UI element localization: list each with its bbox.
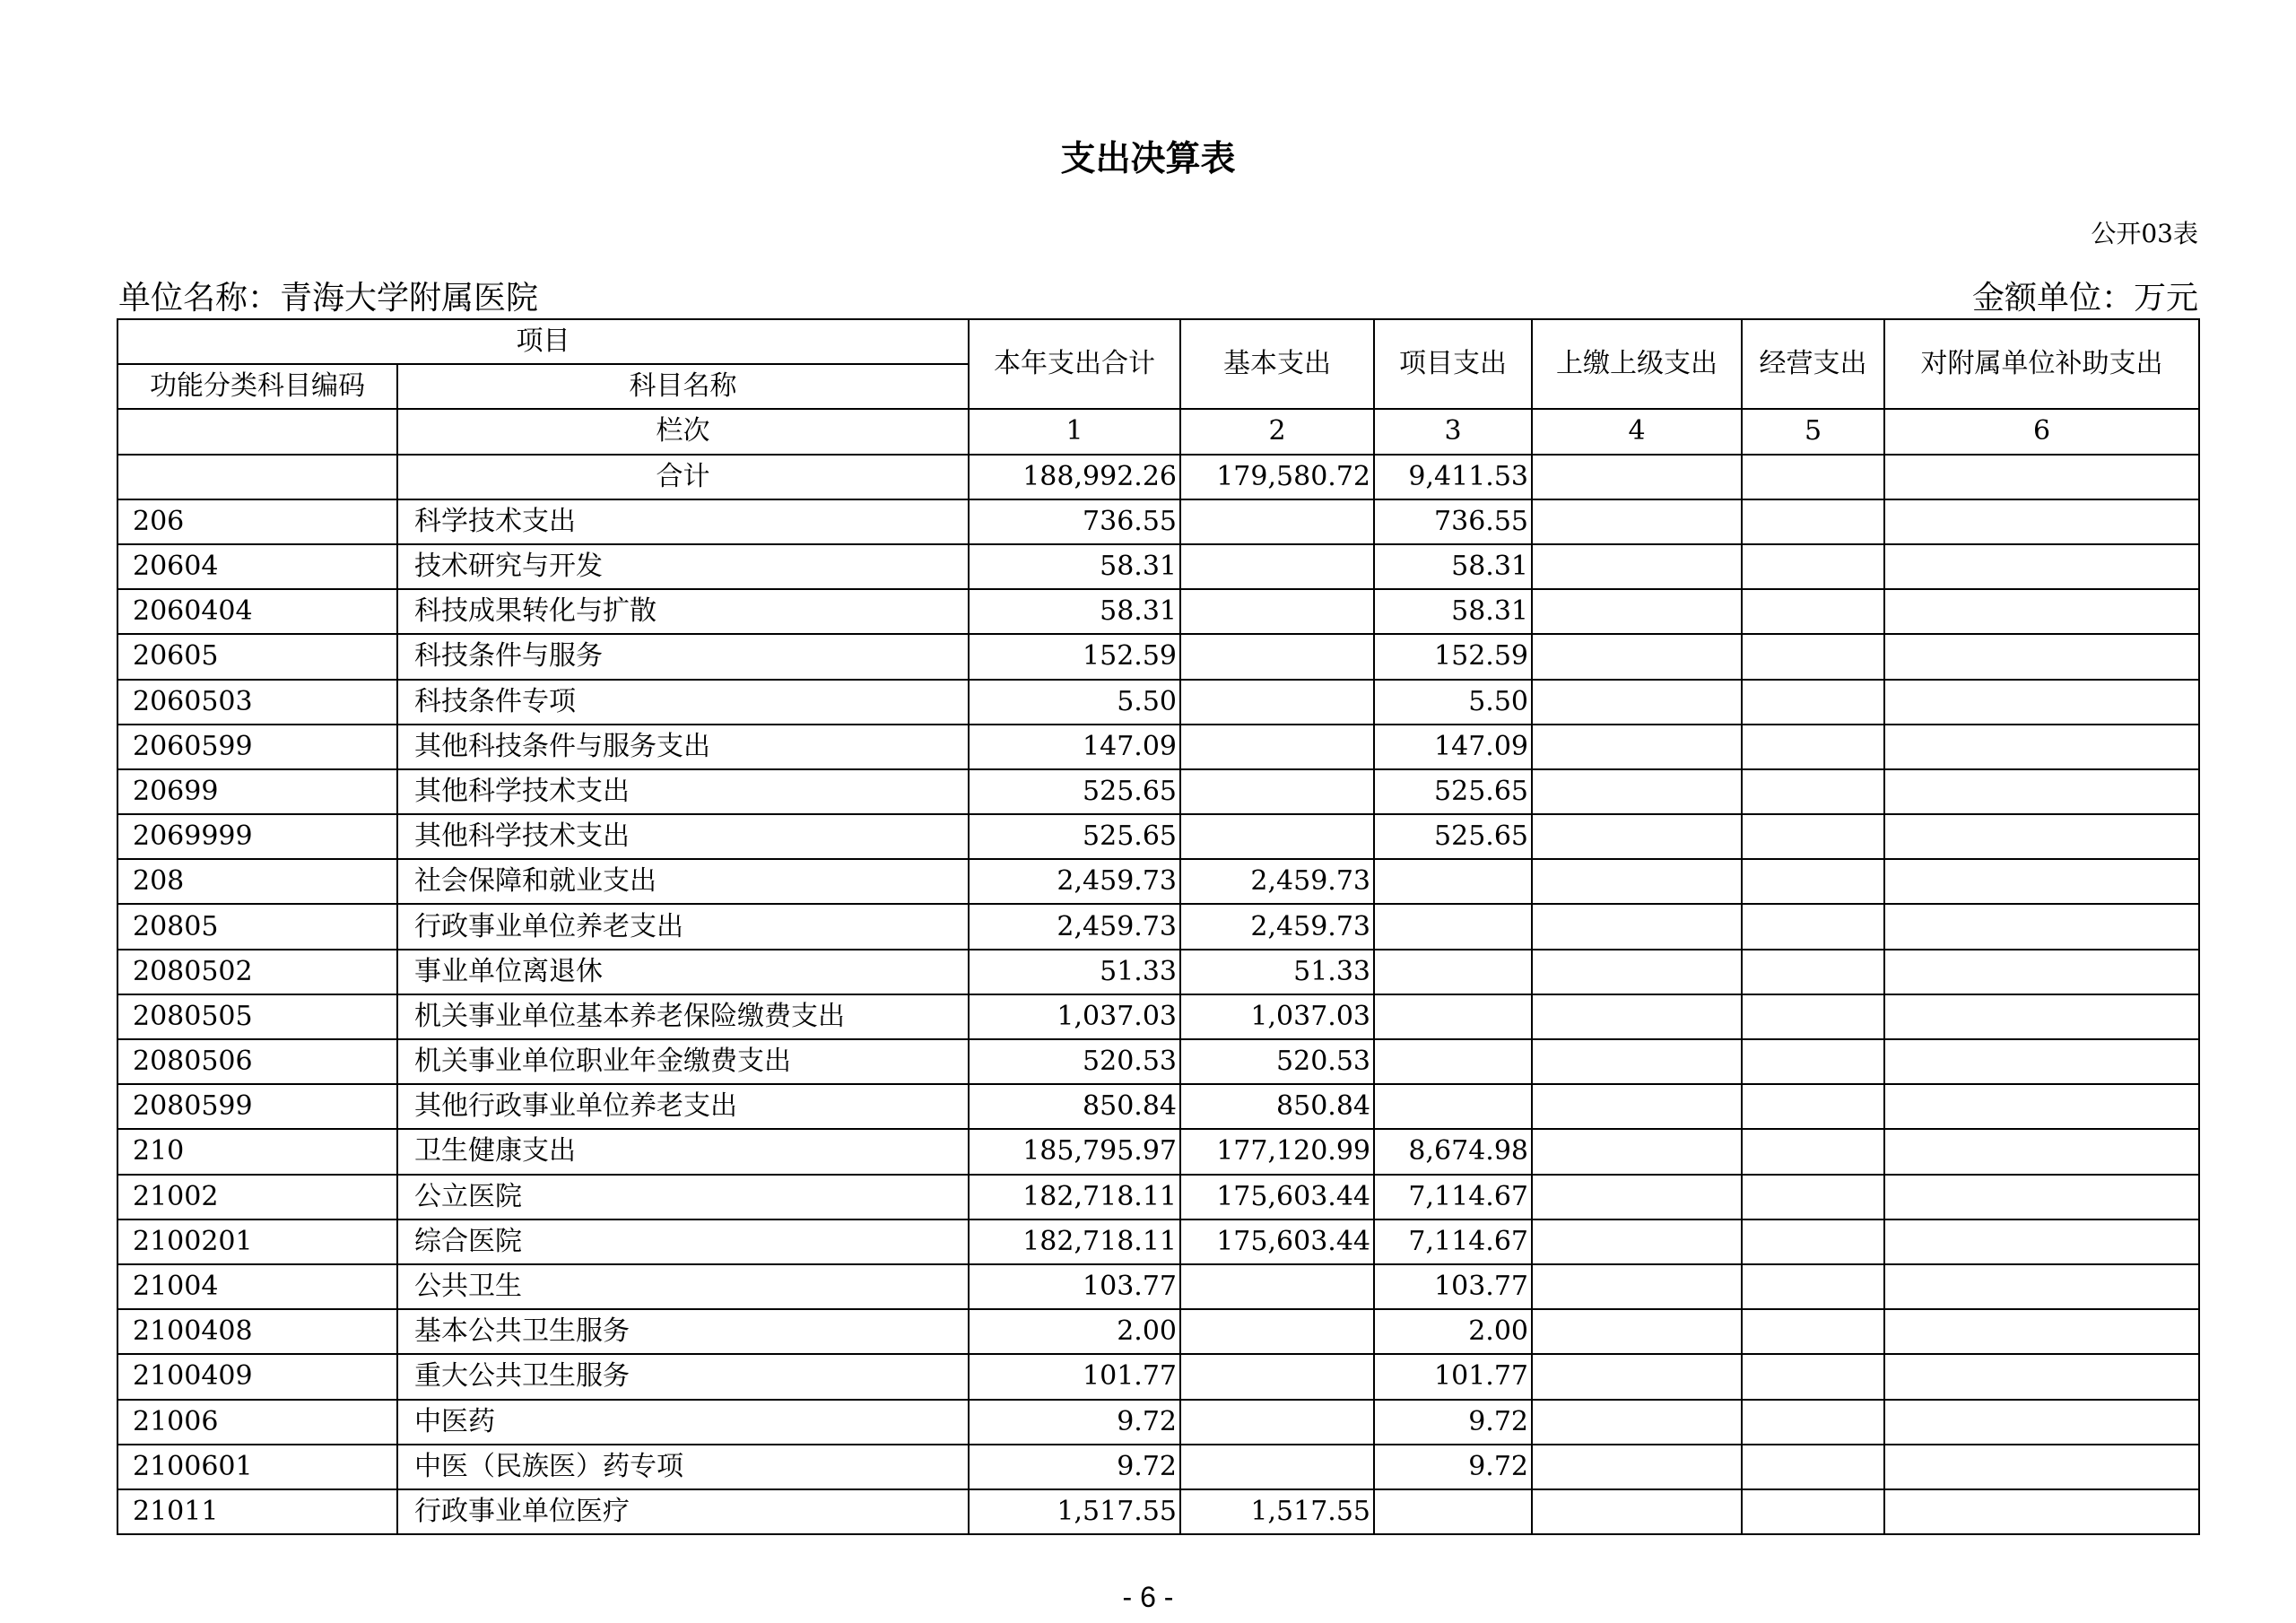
table-row: [117, 589, 2199, 634]
table-row: [117, 1219, 2199, 1264]
subject-name: 重大公共卫生服务: [397, 1354, 969, 1399]
basic-expenditure-value: 2,459.73: [1180, 904, 1374, 949]
total-expenditure-value: 58.31: [969, 589, 1180, 634]
unit-name-line: [118, 280, 538, 317]
operating-expenditure-value: [1742, 1219, 1884, 1264]
table-row: [117, 1129, 2199, 1174]
amount-unit: 万元: [2133, 280, 2198, 317]
remit-to-superior-value: [1532, 634, 1742, 679]
total-expenditure-value: 1,517.55: [969, 1489, 1180, 1534]
empty-cell: [117, 455, 397, 499]
project-expenditure-value: 525.65: [1374, 769, 1532, 814]
table-row: [117, 544, 2199, 589]
basic-expenditure-value: 1,037.03: [1180, 994, 1374, 1039]
remit-to-superior-value: [1532, 1129, 1742, 1174]
basic-expenditure-value: [1180, 725, 1374, 769]
operating-expenditure-value: [1742, 1400, 1884, 1445]
subsidy-to-affiliates-value: [1884, 455, 2199, 499]
subject-code: 21004: [117, 1264, 397, 1309]
table-row: [117, 499, 2199, 544]
remit-to-superior-value: [1532, 499, 1742, 544]
expenditure-table: [117, 318, 2200, 1535]
basic-expenditure-value: [1180, 589, 1374, 634]
header-item: 项目: [117, 319, 969, 364]
header-row: [117, 319, 2199, 364]
project-expenditure-value: [1374, 859, 1532, 904]
subsidy-to-affiliates-value: [1884, 1039, 2199, 1084]
subsidy-to-affiliates-value: [1884, 1309, 2199, 1354]
project-expenditure-value: [1374, 994, 1532, 1039]
project-expenditure-value: 7,114.67: [1374, 1219, 1532, 1264]
total-expenditure-value: 51.33: [969, 950, 1180, 994]
remit-to-superior-value: [1532, 680, 1742, 725]
remit-to-superior-value: [1532, 1400, 1742, 1445]
table-row: [117, 1175, 2199, 1219]
basic-expenditure-value: [1180, 814, 1374, 859]
header-project-expenditure: 项目支出: [1374, 319, 1532, 409]
basic-expenditure-value: 51.33: [1180, 950, 1374, 994]
unit-name: 青海大学附属医院: [280, 280, 539, 317]
operating-expenditure-value: [1742, 1039, 1884, 1084]
basic-expenditure-value: 175,603.44: [1180, 1219, 1374, 1264]
remit-to-superior-value: [1532, 859, 1742, 904]
operating-expenditure-value: [1742, 544, 1884, 589]
basic-expenditure-value: [1180, 1264, 1374, 1309]
total-label: 合计: [397, 455, 969, 499]
subsidy-to-affiliates-value: [1884, 1175, 2199, 1219]
column-number: 4: [1532, 409, 1742, 454]
subsidy-to-affiliates-value: [1884, 1354, 2199, 1399]
project-expenditure-value: 525.65: [1374, 814, 1532, 859]
subsidy-to-affiliates-value: [1884, 1219, 2199, 1264]
subject-code: 206: [117, 499, 397, 544]
project-expenditure-value: 58.31: [1374, 589, 1532, 634]
project-expenditure-value: 8,674.98: [1374, 1129, 1532, 1174]
subsidy-to-affiliates-value: [1884, 1084, 2199, 1129]
operating-expenditure-value: [1742, 814, 1884, 859]
operating-expenditure-value: [1742, 1264, 1884, 1309]
subject-code: 2069999: [117, 814, 397, 859]
subject-name: 技术研究与开发: [397, 544, 969, 589]
subsidy-to-affiliates-value: [1884, 769, 2199, 814]
column-number: 2: [1180, 409, 1374, 454]
basic-expenditure-value: [1180, 1354, 1374, 1399]
basic-expenditure-value: 177,120.99: [1180, 1129, 1374, 1174]
subject-code: 2080505: [117, 994, 397, 1039]
subject-name: 公共卫生: [397, 1264, 969, 1309]
table-row: [117, 994, 2199, 1039]
total-expenditure-value: 2,459.73: [969, 904, 1180, 949]
subject-code: 2060503: [117, 680, 397, 725]
project-expenditure-value: 2.00: [1374, 1309, 1532, 1354]
basic-expenditure-value: [1180, 634, 1374, 679]
subject-code: 2100601: [117, 1445, 397, 1489]
remit-to-superior-value: [1532, 1084, 1742, 1129]
remit-to-superior-value: [1532, 950, 1742, 994]
column-number: 3: [1374, 409, 1532, 454]
subject-code: 2080506: [117, 1039, 397, 1084]
amount-unit-line: [1972, 280, 2198, 317]
subject-name: 卫生健康支出: [397, 1129, 969, 1174]
subsidy-to-affiliates-value: [1884, 1264, 2199, 1309]
subject-name: 基本公共卫生服务: [397, 1309, 969, 1354]
subsidy-to-affiliates-value: [1884, 634, 2199, 679]
header-subsidy-to-affiliates: 对附属单位补助支出: [1884, 319, 2199, 409]
remit-to-superior-value: [1532, 994, 1742, 1039]
project-expenditure-value: 736.55: [1374, 499, 1532, 544]
subsidy-to-affiliates-value: [1884, 1445, 2199, 1489]
operating-expenditure-value: [1742, 680, 1884, 725]
subsidy-to-affiliates-value: [1884, 994, 2199, 1039]
total-expenditure-value: 188,992.26: [969, 455, 1180, 499]
subsidy-to-affiliates-value: [1884, 1129, 2199, 1174]
total-expenditure-value: 182,718.11: [969, 1219, 1180, 1264]
total-expenditure-value: 101.77: [969, 1354, 1180, 1399]
subject-code: 21002: [117, 1175, 397, 1219]
subject-code: 20805: [117, 904, 397, 949]
basic-expenditure-value: 175,603.44: [1180, 1175, 1374, 1219]
header-total-expenditure: 本年支出合计: [969, 319, 1180, 409]
project-expenditure-value: 9,411.53: [1374, 455, 1532, 499]
remit-to-superior-value: [1532, 725, 1742, 769]
operating-expenditure-value: [1742, 499, 1884, 544]
subject-code: 208: [117, 859, 397, 904]
project-expenditure-value: [1374, 950, 1532, 994]
subject-name: 其他行政事业单位养老支出: [397, 1084, 969, 1129]
remit-to-superior-value: [1532, 1219, 1742, 1264]
subject-name: 其他科学技术支出: [397, 814, 969, 859]
table-row: [117, 859, 2199, 904]
project-expenditure-value: [1374, 904, 1532, 949]
subject-code: 2060404: [117, 589, 397, 634]
table-row: [117, 1264, 2199, 1309]
header-operating-expenditure: 经营支出: [1742, 319, 1884, 409]
table-row: [117, 725, 2199, 769]
subject-name: 其他科技条件与服务支出: [397, 725, 969, 769]
table-row: [117, 950, 2199, 994]
subject-name: 公立医院: [397, 1175, 969, 1219]
remit-to-superior-value: [1532, 544, 1742, 589]
subject-name: 科技条件与服务: [397, 634, 969, 679]
remit-to-superior-value: [1532, 1175, 1742, 1219]
project-expenditure-value: [1374, 1489, 1532, 1534]
unit-name-label: 单位名称：: [118, 280, 281, 317]
total-expenditure-value: 520.53: [969, 1039, 1180, 1084]
operating-expenditure-value: [1742, 455, 1884, 499]
operating-expenditure-value: [1742, 1445, 1884, 1489]
subject-name: 行政事业单位养老支出: [397, 904, 969, 949]
project-expenditure-value: 7,114.67: [1374, 1175, 1532, 1219]
project-expenditure-value: [1374, 1039, 1532, 1084]
total-expenditure-value: 1,037.03: [969, 994, 1180, 1039]
table-row: [117, 1084, 2199, 1129]
page-number: - 6 -: [1122, 1581, 1174, 1613]
table-row: [117, 1400, 2199, 1445]
operating-expenditure-value: [1742, 1129, 1884, 1174]
total-expenditure-value: 736.55: [969, 499, 1180, 544]
total-expenditure-value: 850.84: [969, 1084, 1180, 1129]
total-expenditure-value: 182,718.11: [969, 1175, 1180, 1219]
remit-to-superior-value: [1532, 1309, 1742, 1354]
operating-expenditure-value: [1742, 950, 1884, 994]
subject-name: 科学技术支出: [397, 499, 969, 544]
subject-code: 2080502: [117, 950, 397, 994]
basic-expenditure-value: 850.84: [1180, 1084, 1374, 1129]
table-row: [117, 680, 2199, 725]
remit-to-superior-value: [1532, 1489, 1742, 1534]
subject-code: 21011: [117, 1489, 397, 1534]
operating-expenditure-value: [1742, 1084, 1884, 1129]
table-row: [117, 1309, 2199, 1354]
subject-code: 20604: [117, 544, 397, 589]
total-expenditure-value: 152.59: [969, 634, 1180, 679]
column-number: 1: [969, 409, 1180, 454]
subject-code: 2080599: [117, 1084, 397, 1129]
column-number: 6: [1884, 409, 2199, 454]
subsidy-to-affiliates-value: [1884, 814, 2199, 859]
subject-code: 2100201: [117, 1219, 397, 1264]
total-expenditure-value: 185,795.97: [969, 1129, 1180, 1174]
basic-expenditure-value: [1180, 544, 1374, 589]
subject-name: 机关事业单位职业年金缴费支出: [397, 1039, 969, 1084]
subject-code: 21006: [117, 1400, 397, 1445]
table-row: [117, 904, 2199, 949]
basic-expenditure-value: 520.53: [1180, 1039, 1374, 1084]
remit-to-superior-value: [1532, 1039, 1742, 1084]
total-expenditure-value: 9.72: [969, 1400, 1180, 1445]
project-expenditure-value: [1374, 1084, 1532, 1129]
table-row: [117, 634, 2199, 679]
remit-to-superior-value: [1532, 904, 1742, 949]
basic-expenditure-value: [1180, 1400, 1374, 1445]
operating-expenditure-value: [1742, 769, 1884, 814]
operating-expenditure-value: [1742, 1309, 1884, 1354]
subject-code: 20605: [117, 634, 397, 679]
column-index-row: [117, 409, 2199, 454]
basic-expenditure-value: [1180, 680, 1374, 725]
subject-name: 社会保障和就业支出: [397, 859, 969, 904]
subject-name: 综合医院: [397, 1219, 969, 1264]
total-expenditure-value: 2,459.73: [969, 859, 1180, 904]
remit-to-superior-value: [1532, 814, 1742, 859]
project-expenditure-value: 58.31: [1374, 544, 1532, 589]
table-row: [117, 1489, 2199, 1534]
subsidy-to-affiliates-value: [1884, 1489, 2199, 1534]
table-row: [117, 769, 2199, 814]
remit-to-superior-value: [1532, 589, 1742, 634]
page-title: 支出决算表: [1060, 139, 1236, 179]
total-expenditure-value: 103.77: [969, 1264, 1180, 1309]
subsidy-to-affiliates-value: [1884, 589, 2199, 634]
basic-expenditure-value: 2,459.73: [1180, 859, 1374, 904]
subsidy-to-affiliates-value: [1884, 904, 2199, 949]
subject-code: 2100408: [117, 1309, 397, 1354]
project-expenditure-value: 152.59: [1374, 634, 1532, 679]
operating-expenditure-value: [1742, 725, 1884, 769]
project-expenditure-value: 101.77: [1374, 1354, 1532, 1399]
basic-expenditure-value: [1180, 1309, 1374, 1354]
table-body: [117, 455, 2199, 1535]
basic-expenditure-value: 179,580.72: [1180, 455, 1374, 499]
subject-name: 中医（民族医）药专项: [397, 1445, 969, 1489]
subject-code: 2100409: [117, 1354, 397, 1399]
total-expenditure-value: 2.00: [969, 1309, 1180, 1354]
project-expenditure-value: 147.09: [1374, 725, 1532, 769]
operating-expenditure-value: [1742, 589, 1884, 634]
table-header: [117, 319, 2199, 455]
subject-code: 20699: [117, 769, 397, 814]
remit-to-superior-value: [1532, 1264, 1742, 1309]
total-expenditure-value: 525.65: [969, 814, 1180, 859]
operating-expenditure-value: [1742, 859, 1884, 904]
operating-expenditure-value: [1742, 1354, 1884, 1399]
basic-expenditure-value: [1180, 769, 1374, 814]
form-number: 公开03表: [2091, 219, 2198, 248]
remit-to-superior-value: [1532, 1354, 1742, 1399]
subsidy-to-affiliates-value: [1884, 680, 2199, 725]
subsidy-to-affiliates-value: [1884, 499, 2199, 544]
basic-expenditure-value: [1180, 499, 1374, 544]
header-remit-to-superior: 上缴上级支出: [1532, 319, 1742, 409]
subsidy-to-affiliates-value: [1884, 859, 2199, 904]
basic-expenditure-value: 1,517.55: [1180, 1489, 1374, 1534]
subsidy-to-affiliates-value: [1884, 950, 2199, 994]
total-row: [117, 455, 2199, 499]
subject-code: 210: [117, 1129, 397, 1174]
operating-expenditure-value: [1742, 1489, 1884, 1534]
operating-expenditure-value: [1742, 904, 1884, 949]
subject-name: 行政事业单位医疗: [397, 1489, 969, 1534]
total-expenditure-value: 525.65: [969, 769, 1180, 814]
subsidy-to-affiliates-value: [1884, 1400, 2199, 1445]
subject-name: 科技成果转化与扩散: [397, 589, 969, 634]
operating-expenditure-value: [1742, 634, 1884, 679]
table-row: [117, 1039, 2199, 1084]
project-expenditure-value: 9.72: [1374, 1445, 1532, 1489]
remit-to-superior-value: [1532, 1445, 1742, 1489]
project-expenditure-value: 103.77: [1374, 1264, 1532, 1309]
table-row: [117, 814, 2199, 859]
subsidy-to-affiliates-value: [1884, 725, 2199, 769]
table-row: [117, 1354, 2199, 1399]
operating-expenditure-value: [1742, 1175, 1884, 1219]
remit-to-superior-value: [1532, 769, 1742, 814]
empty-cell: [117, 409, 397, 454]
row-index-label: 栏次: [397, 409, 969, 454]
subject-name: 事业单位离退休: [397, 950, 969, 994]
operating-expenditure-value: [1742, 994, 1884, 1039]
total-expenditure-value: 9.72: [969, 1445, 1180, 1489]
header-name: 科目名称: [397, 364, 969, 409]
header-basic-expenditure: 基本支出: [1180, 319, 1374, 409]
subject-name: 中医药: [397, 1400, 969, 1445]
total-expenditure-value: 147.09: [969, 725, 1180, 769]
column-number: 5: [1742, 409, 1884, 454]
total-expenditure-value: 58.31: [969, 544, 1180, 589]
remit-to-superior-value: [1532, 455, 1742, 499]
amount-unit-label: 金额单位：: [1971, 280, 2134, 317]
subject-name: 其他科学技术支出: [397, 769, 969, 814]
subsidy-to-affiliates-value: [1884, 544, 2199, 589]
project-expenditure-value: 5.50: [1374, 680, 1532, 725]
subject-name: 机关事业单位基本养老保险缴费支出: [397, 994, 969, 1039]
subject-name: 科技条件专项: [397, 680, 969, 725]
basic-expenditure-value: [1180, 1445, 1374, 1489]
subject-code: 2060599: [117, 725, 397, 769]
table-row: [117, 1445, 2199, 1489]
header-code: 功能分类科目编码: [117, 364, 397, 409]
total-expenditure-value: 5.50: [969, 680, 1180, 725]
project-expenditure-value: 9.72: [1374, 1400, 1532, 1445]
